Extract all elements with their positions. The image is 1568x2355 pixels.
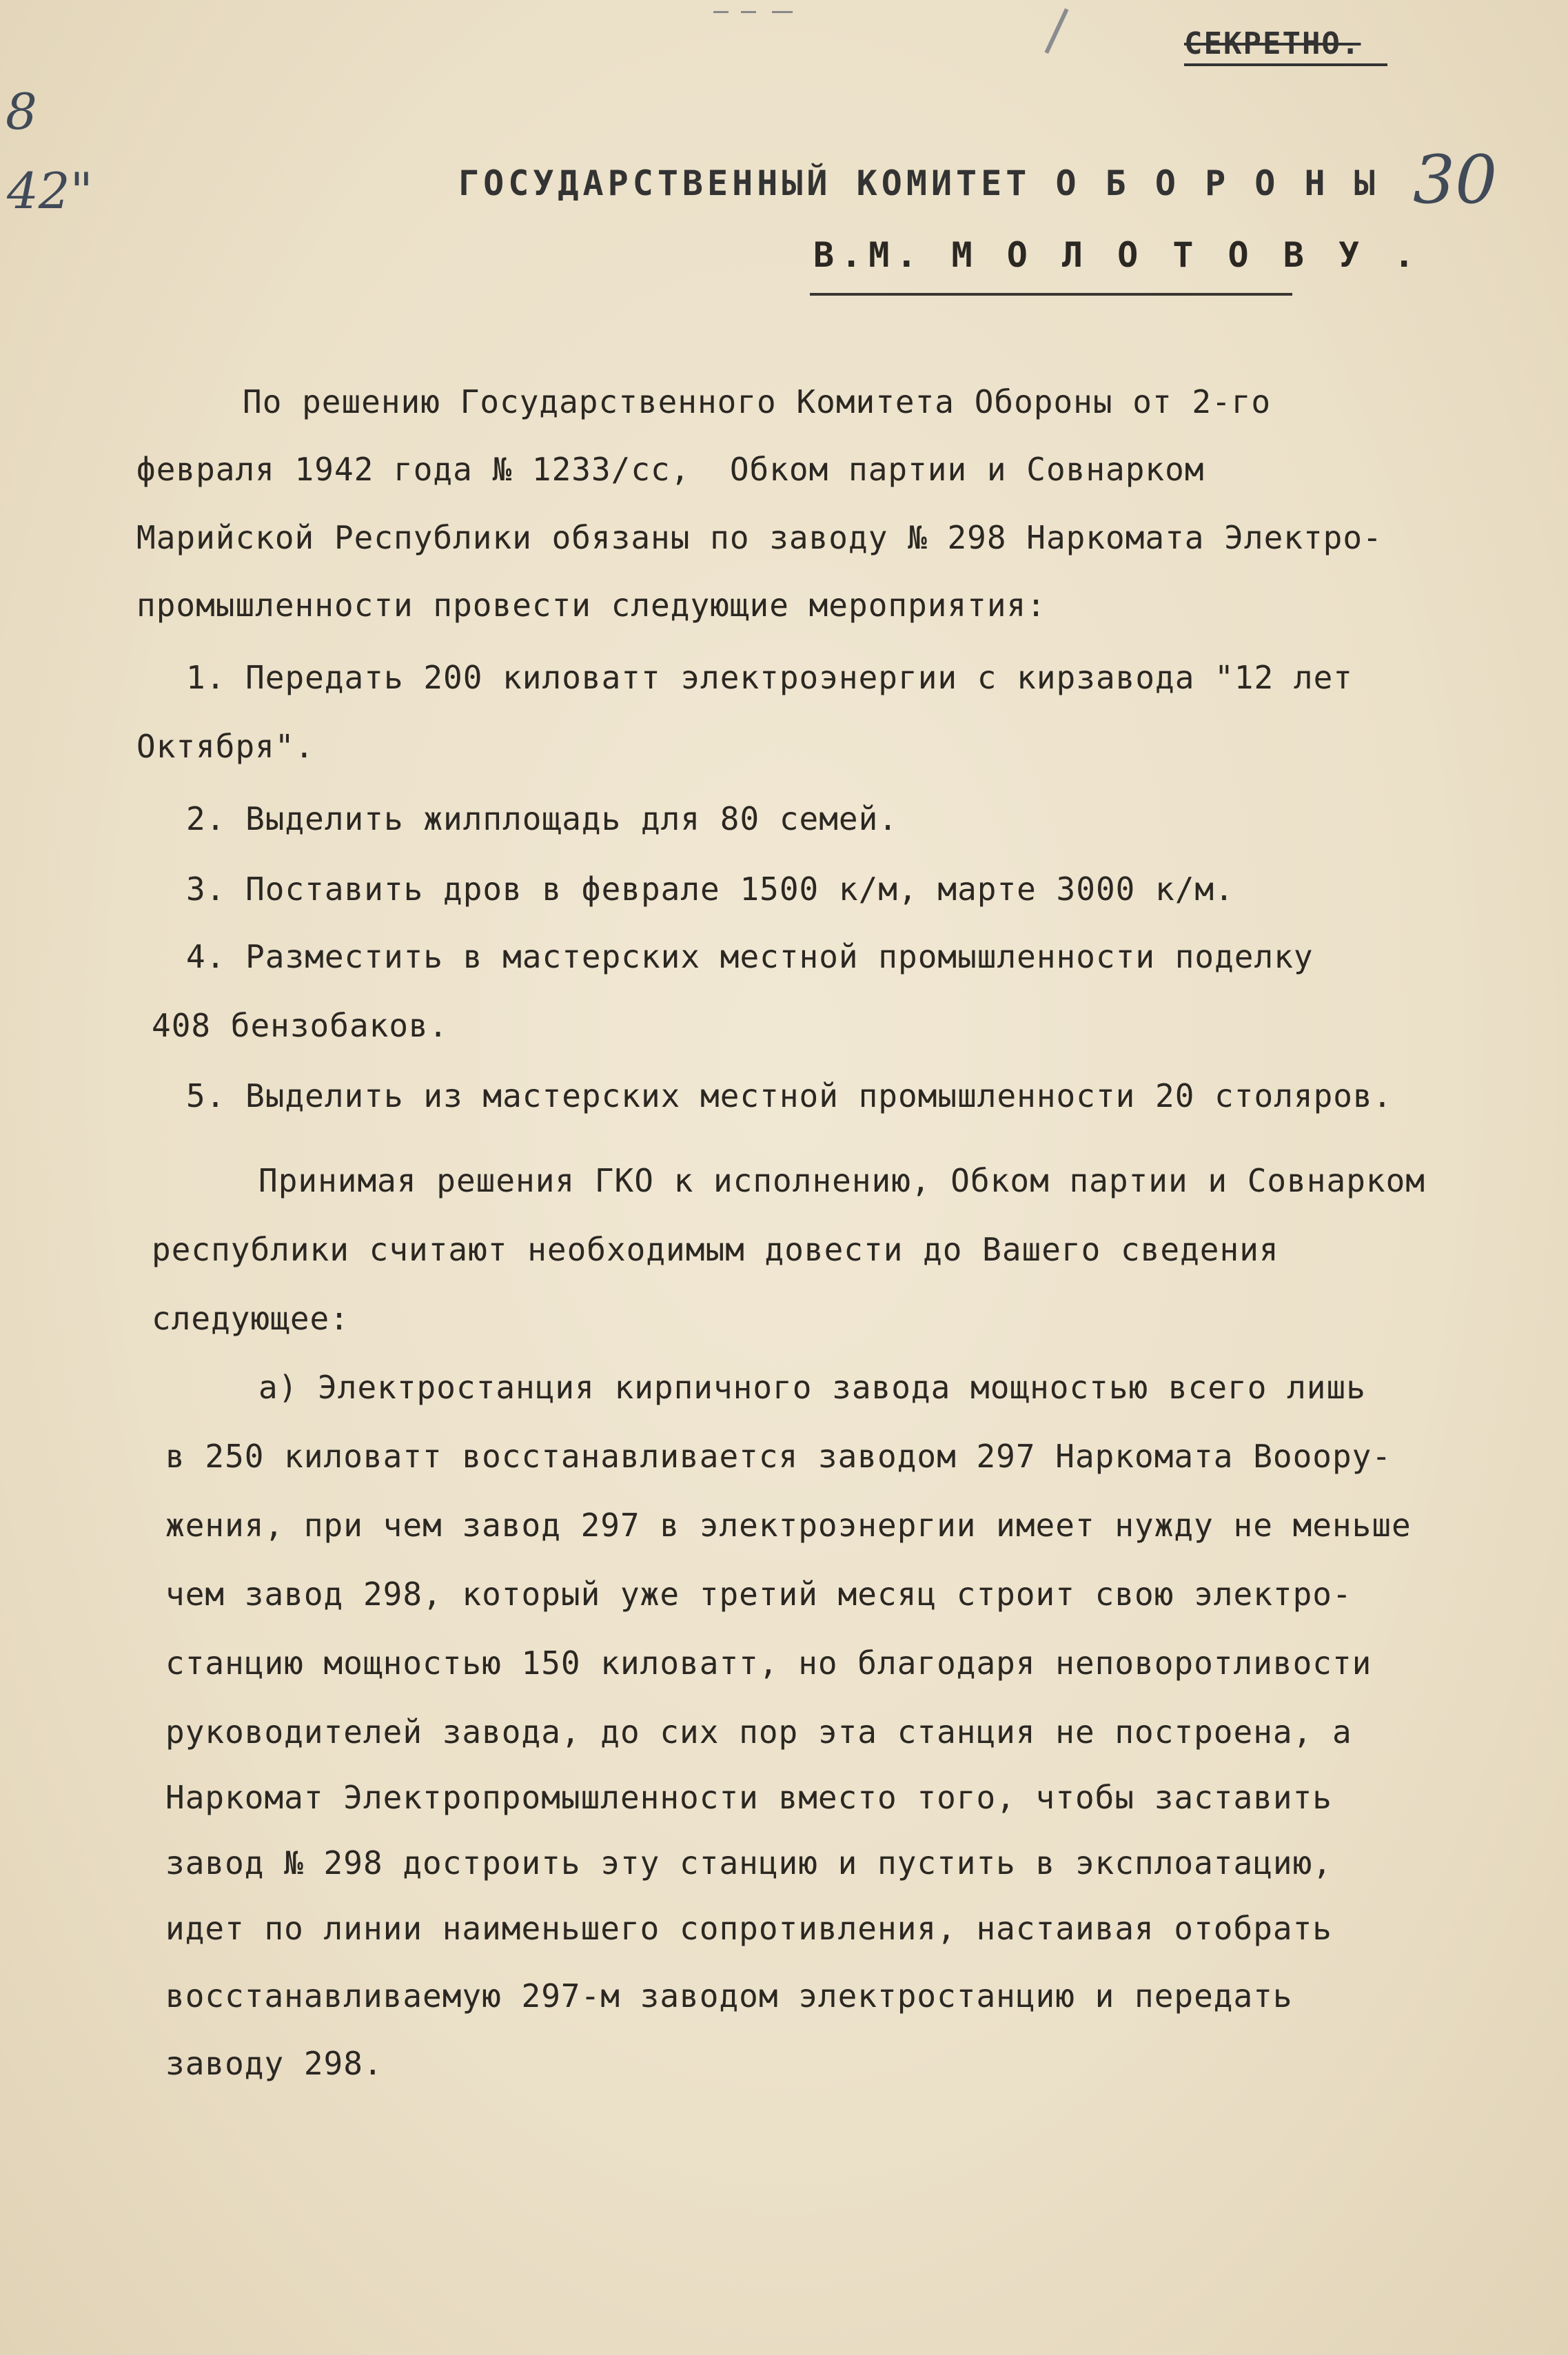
body-line: а) Электростанция кирпичного завода мощностью всего лишь	[258, 1369, 1366, 1406]
folio-number: 30	[1413, 141, 1498, 218]
secret-stamp-underline	[1184, 63, 1387, 66]
body-line: руководителей завода, до сих пор эта станция не построена, а	[165, 1713, 1352, 1751]
body-line: 2. Выделить жилплощадь для 80 семей.	[186, 800, 898, 837]
body-line: 1. Передать 200 киловатт электроэнергии с кирзавода "12 лет	[186, 659, 1353, 696]
body-line: чем завод 298, который уже третий месяц строит свою электро-	[165, 1576, 1352, 1613]
secret-stamp: СЕКРЕТНО.	[1184, 26, 1361, 61]
body-line: станцию мощностью 150 киловатт, но благодаря неповоротливости	[165, 1644, 1372, 1682]
body-line: Наркомат Электропромышленности вместо того, чтобы заставить	[165, 1779, 1332, 1816]
body-line: Принимая решения ГКО к исполнению, Обком партии и Совнарком	[258, 1162, 1425, 1199]
body-line: 3. Поставить дров в феврале 1500 к/м, марте 3000 к/м.	[186, 870, 1234, 908]
document-title: ГОСУДАРСТВЕННЫЙ КОМИТЕТ О Б О Р О Н Ы	[458, 163, 1379, 203]
body-line: следующее:	[152, 1300, 349, 1337]
body-line: восстанавливаемую 297-м заводом электростанцию и передать	[165, 1977, 1293, 2015]
margin-note-mid: 42"	[7, 162, 93, 220]
dash-mark	[713, 11, 729, 13]
body-line: заводу 298.	[165, 2045, 383, 2082]
body-line: Октября".	[136, 728, 315, 765]
pencil-tick	[1044, 8, 1068, 54]
body-line: Марийской Республики обязаны по заводу № 298 Наркомата Электро-	[136, 519, 1383, 556]
body-line: республики считают необходимым довести до Вашего сведения	[152, 1231, 1279, 1268]
margin-note-top: 8	[6, 83, 37, 141]
body-line: 408 бензобаков.	[152, 1007, 449, 1044]
dash-mark	[741, 11, 756, 13]
addressee: В.М. М О Л О Т О В У .	[813, 235, 1422, 275]
body-line: По решению Государственного Комитета Обороны от 2-го	[243, 383, 1272, 420]
body-line: промышленности провести следующие мероприятия:	[136, 587, 1046, 624]
body-line: идет по линии наименьшего сопротивления, настаивая отобрать	[165, 1910, 1332, 1947]
body-line: 5. Выделить из мастерских местной промышленности 20 столяров.	[186, 1077, 1393, 1114]
body-line: завод № 298 достроить эту станцию и пустить в эксплоатацию,	[165, 1844, 1332, 1882]
addressee-underline	[810, 293, 1292, 296]
dash-mark	[772, 11, 793, 13]
body-line: в 250 киловатт восстанавливается заводом 297 Наркомата Вооору-	[165, 1438, 1392, 1475]
body-line: февраля 1942 года № 1233/сс, Обком партии и Совнарком	[136, 451, 1205, 488]
body-line: 4. Разместить в мастерских местной промышленности поделку	[186, 938, 1314, 975]
body-line: жения, при чем завод 297 в электроэнергии имеет нужду не меньше	[165, 1507, 1412, 1544]
